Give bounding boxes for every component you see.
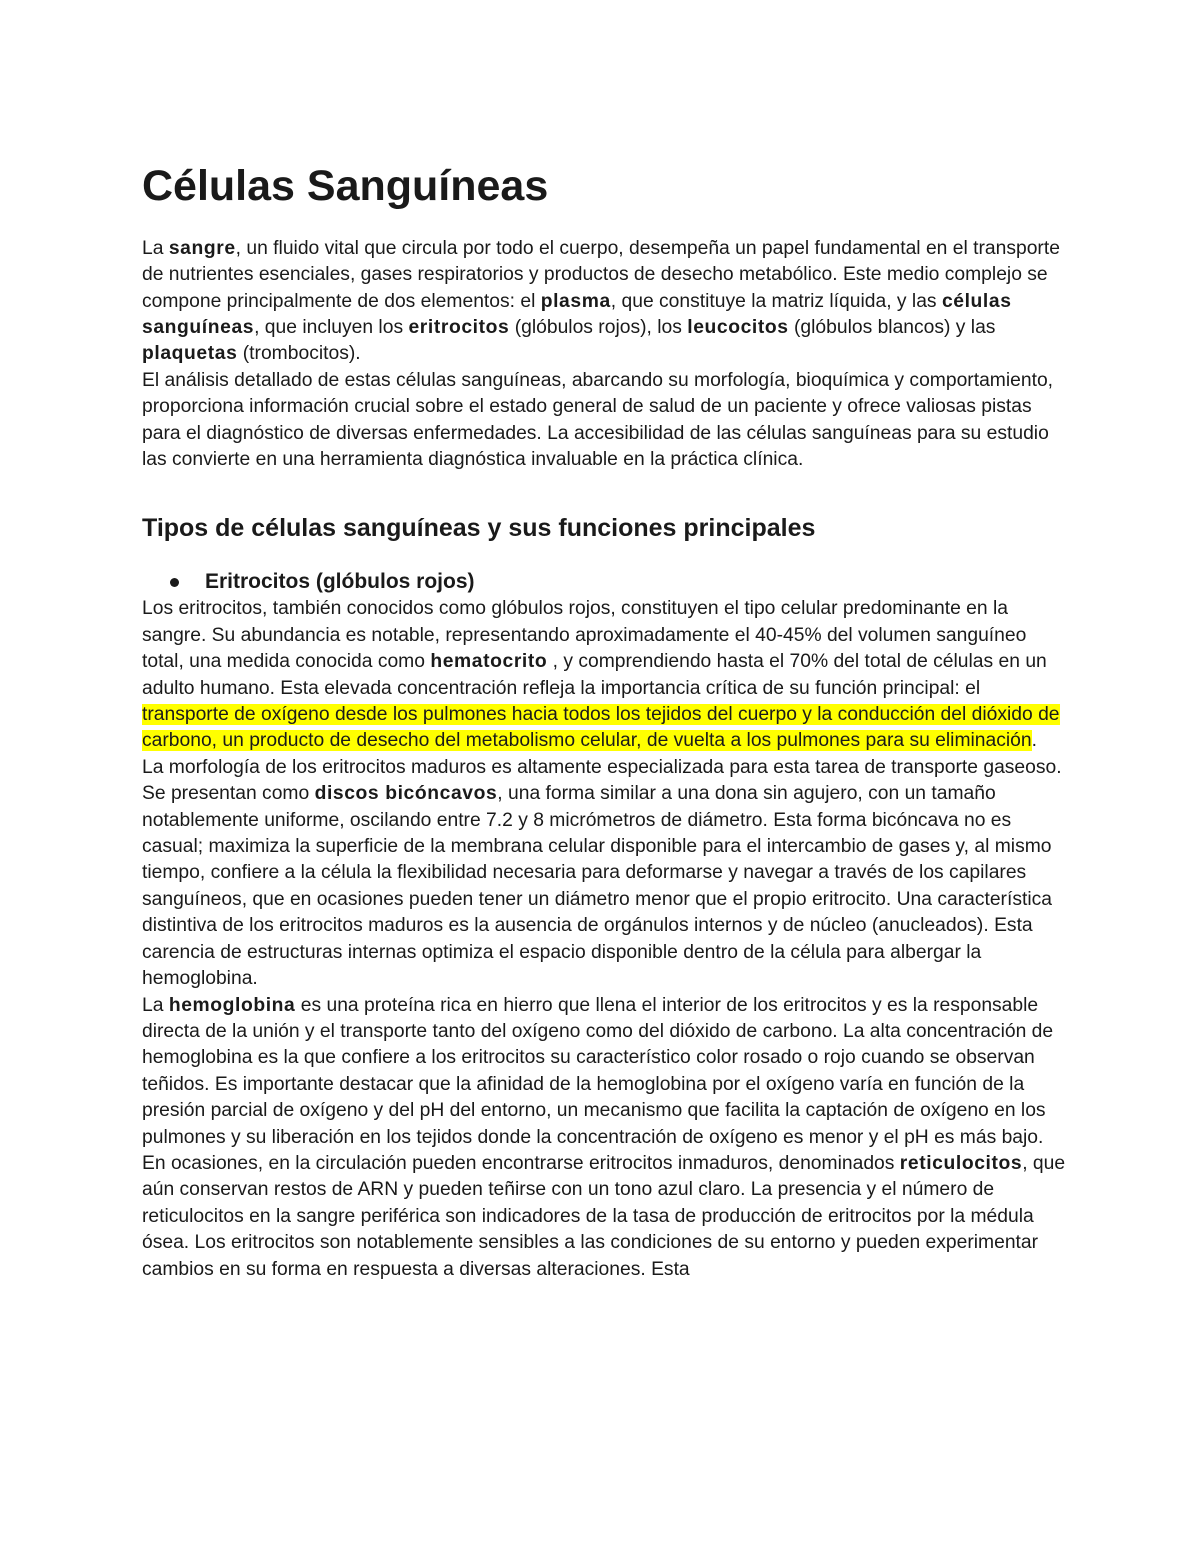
term-hematocrito: hematocrito [430, 651, 548, 673]
term-leucocitos: leucocitos [687, 316, 789, 338]
eritrocitos-paragraph-3: La hemoglobina es una proteína rica en hierro que llena el interior de los eritrocitos y es la responsable directa de la unión y el transporte tanto del oxígeno como del dióxido de carbono. La alta concentración de hemoglobina es la que confiere a los eritrocitos su característico color rosado o rojo cuando se observan teñidos. Es importante destacar que la afinidad de la hemoglobina por el oxígeno varía en función de la presión parcial de oxígeno y del pH del entorno, un mecanismo que facilita la captación de oxígeno en los pulmones y su liberación en los tejidos donde la concentración de oxígeno es menor y el pH es más bajo. En ocasiones, en la circulación pueden encontrarse eritrocitos inmaduros, denominados reticulocitos, que aún conservan restos de ARN y pueden teñirse con un tono azul claro. La presencia y el número de reticulocitos en la sangre periférica son indicadores de la tasa de producción de eritrocitos por la médula ósea. Los eritrocitos son notablemente sensibles a las condiciones de su entorno y pueden experimentar cambios en su forma en respuesta a diversas alteraciones. Esta [142, 994, 1066, 1280]
document-page [142, 160, 1067, 1283]
list-item [142, 568, 1067, 596]
term-hemoglobina: hemoglobina [168, 994, 296, 1016]
term-discos-biconcavos: discos bicóncavos [314, 783, 498, 805]
term-plaquetas: plaquetas [142, 343, 238, 365]
bullet-icon [170, 578, 179, 587]
eritrocitos-paragraph-1: Los eritrocitos, también conocidos como glóbulos rojos, constituyen el tipo celular predominante en la sangre. Su abundancia es notable, representando aproximadamente el 40-45% del volumen sanguíneo total, una medida conocida como hematocrito , y comprendiendo hasta el 70% del total de células en un adulto humano. Esta elevada concentración refleja la importancia crítica de su función principal: el transporte de oxígeno desde los pulmones hacia todos los tejidos del cuerpo y la conducción del dióxido de carbono, un producto de desecho del metabolismo celular, de vuelta a los pulmones para su eliminación. [142, 598, 1060, 752]
term-plasma: plasma [540, 290, 611, 312]
bullet-label: Eritrocitos (glóbulos rojos) [205, 570, 475, 594]
highlighted-text: transporte de oxígeno desde los pulmones hacia todos los tejidos del cuerpo y la conducción del dióxido de carbono, un producto de desecho del metabolismo celular, de vuelta a los pulmones para su eliminación [142, 704, 1060, 752]
eritrocitos-paragraph-2: La morfología de los eritrocitos maduros es altamente especializada para esta tarea de transporte gaseoso. Se presentan como discos bicóncavos, una forma similar a una dona sin agujero, con un tamaño notablemente uniforme, oscilando entre 7.2 y 8 micrómetros de diámetro. Esta forma bicóncava no es casual; maximiza la superficie de la membrana celular disponible para el intercambio de gases y, al mismo tiempo, confiere a la célula la flexibilidad necesaria para deformarse y navegar a través de los capilares sanguíneos, que en ocasiones pueden tener un diámetro menor que el propio eritrocito. Una característica distintiva de los eritrocitos maduros es la ausencia de orgánulos internos y de núcleo (anucleados). Esta carencia de estructuras internas optimiza el espacio disponible dentro de la célula para albergar la hemoglobina. [142, 756, 1062, 990]
intro-paragraph-2: El análisis detallado de estas células sanguíneas, abarcando su morfología, bioquímica y comportamiento, proporciona información crucial sobre el estado general de salud de un paciente y ofrece valiosas pistas para el diagnóstico de diversas enfermedades. La accesibilidad de las células sanguíneas para su estudio las convierte en una herramienta diagnóstica invaluable en la práctica clínica. [142, 369, 1054, 470]
section-heading: Tipos de células sanguíneas y sus funciones principales [142, 514, 816, 543]
term-celulas-sanguineas: células sanguíneas [142, 290, 1012, 338]
term-eritrocitos: eritrocitos [408, 316, 510, 338]
intro-paragraph-1: La sangre, un fluido vital que circula por todo el cuerpo, desempeña un papel fundamental en el transporte de nutrientes esenciales, gases respiratorios y productos de desecho metabólico. Este medio complejo se compone principalmente de dos elementos: el plasma, que constituye la matriz líquida, y las células sanguíneas, que incluyen los eritrocitos (glóbulos rojos), los leucocitos (glóbulos blancos) y las plaquetas (trombocitos). [142, 237, 1060, 365]
term-reticulocitos: reticulocitos [899, 1152, 1023, 1174]
page-title: Células Sanguíneas [142, 162, 549, 210]
term-sangre: sangre [168, 237, 236, 259]
